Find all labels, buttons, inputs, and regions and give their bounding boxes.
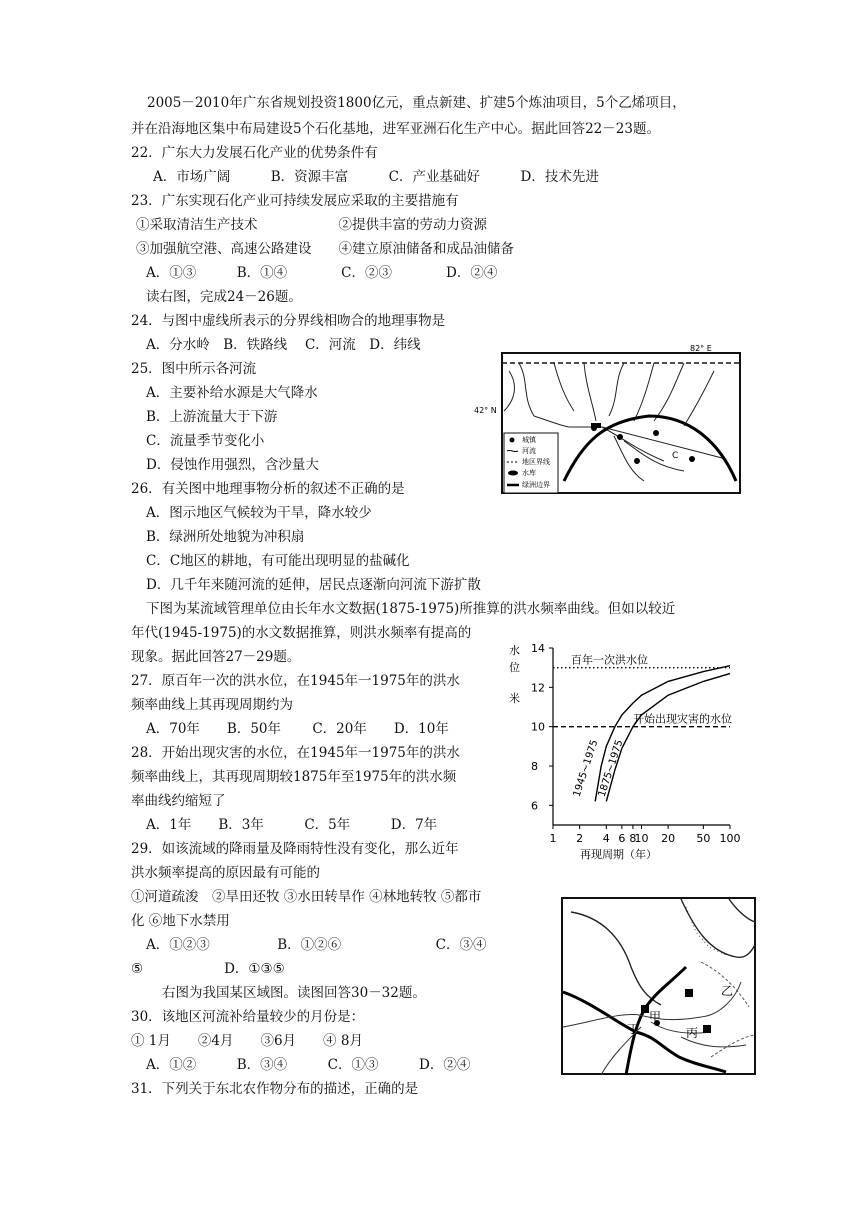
text-line: A．图示地区气候较为干旱，降水较少: [146, 505, 372, 521]
y-tick-label: 14: [531, 642, 545, 655]
x-tick-label: 2: [576, 832, 584, 845]
y-tick-label: 8: [531, 760, 538, 773]
text-line: A．①③ B．①④ C．②③ D．②④: [146, 265, 498, 281]
text-line: 并在沿海地区集中布局建设5个石化基地，进军亚洲石化生产中心。据此回答22－23题。: [131, 121, 660, 137]
flood-frequency-chart: [505, 640, 741, 865]
x-tick-label: 10: [634, 832, 649, 845]
y-tick-label: 6: [531, 799, 538, 813]
x-tick-label: 100: [719, 832, 741, 845]
text-line: D．侵蚀作用强烈，含沙量大: [146, 457, 319, 473]
svg-text:水库: 水库: [522, 469, 536, 477]
series-label: 1875~1975: [596, 738, 626, 799]
text-line: 频率曲线上其再现周期约为: [131, 697, 293, 713]
text-line: 28．开始出现灾害的水位，在1945年一1975年的洪水: [131, 745, 460, 761]
x-axis-title: 再现周期（年）: [580, 848, 657, 861]
c-label: C: [672, 451, 679, 461]
y-tick-label: 10: [531, 720, 545, 734]
text-line: 31．下列关于东北农作物分布的描述，正确的是: [131, 1081, 419, 1097]
text-line: ①河道疏浚 ②旱田还牧 ③水田转旱作 ④林地转牧 ⑤都市: [131, 889, 482, 905]
text-line: A．市场广阔 B．资源丰富 C．产业基础好 D．技术先进: [153, 169, 599, 185]
y-axis-title-char: 水: [509, 644, 520, 657]
text-line: 下图为某流域管理单位由长年水文数据(1875-1975)所推算的洪水频率曲线。但如以较近: [146, 601, 676, 617]
svg-text:城镇: 城镇: [522, 436, 536, 444]
latitude-label: 42° N: [474, 406, 497, 415]
label-jia: 甲: [649, 1010, 662, 1024]
text-line: B．绿洲所处地貌为冲积扇: [146, 529, 305, 545]
text-line: A．1年 B．3年 C．5年 D．7年: [146, 817, 438, 833]
x-tick-label: 4: [602, 832, 610, 845]
text-line: 30．该地区河流补给量较少的月份是：: [131, 1009, 365, 1025]
reservoir: [591, 423, 601, 428]
y-axis-title-char: 位: [509, 661, 520, 674]
text-line: C．C地区的耕地，有可能出现明显的盐碱化: [146, 553, 410, 569]
series-label: 1945~1975: [571, 738, 601, 799]
longitude-label: 82° E: [690, 344, 712, 353]
text-line: 27．原百年一次的洪水位，在1945年一1975年的洪水: [131, 673, 460, 689]
region-map: [561, 897, 756, 1075]
city-marker: [685, 989, 693, 997]
x-tick-label: 8: [629, 832, 637, 845]
text-line: 25．图中所示各河流: [131, 361, 257, 377]
text-line: ①采取清洁生产技术 ②提供丰富的劳动力资源: [136, 217, 487, 233]
reference-line-label: 百年一次洪水位: [571, 653, 648, 667]
series-line: [606, 674, 730, 802]
series-line: [595, 666, 730, 802]
x-tick-label: 20: [661, 832, 676, 845]
text-line: A．70年 B．50年 C．20年 D．10年: [146, 721, 449, 737]
x-tick-label: 50: [696, 832, 711, 845]
x-tick-label: 6: [618, 832, 626, 845]
text-line: C．流量季节变化小: [146, 433, 265, 449]
text-line: A．①②③ B．①②⑥ C．③④: [146, 937, 487, 953]
oasis-map: [474, 341, 744, 496]
text-line: 26．有关图中地理事物分析的叙述不正确的是: [131, 481, 405, 497]
text-line: 率曲线约缩短了: [131, 793, 226, 809]
city-marker: [703, 1025, 711, 1033]
y-axis-title-char: 米: [509, 692, 520, 705]
svg-text:河流: 河流: [522, 447, 536, 455]
x-tick-label: 1: [549, 832, 557, 845]
text-line: 洪水频率提高的原因最有可能的: [131, 865, 320, 881]
text-line: ① 1月 ②4月 ③6月 ④ 8月: [131, 1033, 363, 1049]
text-line: 现象。据此回答27－29题。: [131, 649, 301, 665]
text-line: A．①② B．③④ C．①③ D．②④: [146, 1057, 471, 1073]
text-line: A．分水岭 B．铁路线 C．河流 D．纬线: [146, 337, 421, 353]
label-ding: 丁: [627, 1022, 640, 1036]
text-line: 2005－2010年广东省规划投资1800亿元，重点新建、扩建5个炼油项目，5个乙烯项目，: [147, 95, 686, 111]
svg-text:绿洲边界: 绿洲边界: [522, 481, 550, 489]
text-line: 22．广东大力发展石化产业的优势条件有: [131, 145, 378, 161]
label-bing: 丙: [686, 1026, 699, 1040]
label-yi: 乙: [721, 984, 734, 998]
text-line: ⑤ D．①③⑤: [131, 961, 285, 977]
text-line: 23．广东实现石化产业可持续发展应采取的主要措施有: [131, 193, 459, 209]
y-tick-label: 12: [531, 681, 545, 695]
text-line: 年代(1945-1975)的水文数据推算，则洪水频率有提高的: [131, 625, 472, 641]
text-line: ③加强航空港、高速公路建设 ④建立原油储备和成品油储备: [136, 241, 514, 257]
text-line: B．上游流量大于下游: [146, 409, 278, 425]
svg-text:地区界线: 地区界线: [522, 458, 550, 466]
city-marker: [641, 1005, 649, 1013]
text-line: 频率曲线上，其再现周期较1875年至1975年的洪水频: [131, 769, 457, 785]
text-line: 24．与图中虚线所表示的分界线相吻合的地理事物是: [131, 313, 446, 329]
text-line: 读右图，完成24－26题。: [146, 289, 302, 305]
reference-line-label: 开始出现灾害的水位: [633, 712, 732, 726]
legend: [504, 433, 558, 493]
text-line: 化 ⑥地下水禁用: [131, 913, 230, 929]
text-line: 右图为我国某区域图。读图回答30－32题。: [162, 985, 426, 1001]
y-axis-title: [509, 643, 520, 705]
text-line: 29．如该流域的降雨量及降雨特性没有变化，那么近年: [131, 841, 459, 857]
text-line: D．几千年来随河流的延伸，居民点逐渐向河流下游扩散: [146, 577, 481, 593]
text-line: A．主要补给水源是大气降水: [146, 385, 318, 401]
